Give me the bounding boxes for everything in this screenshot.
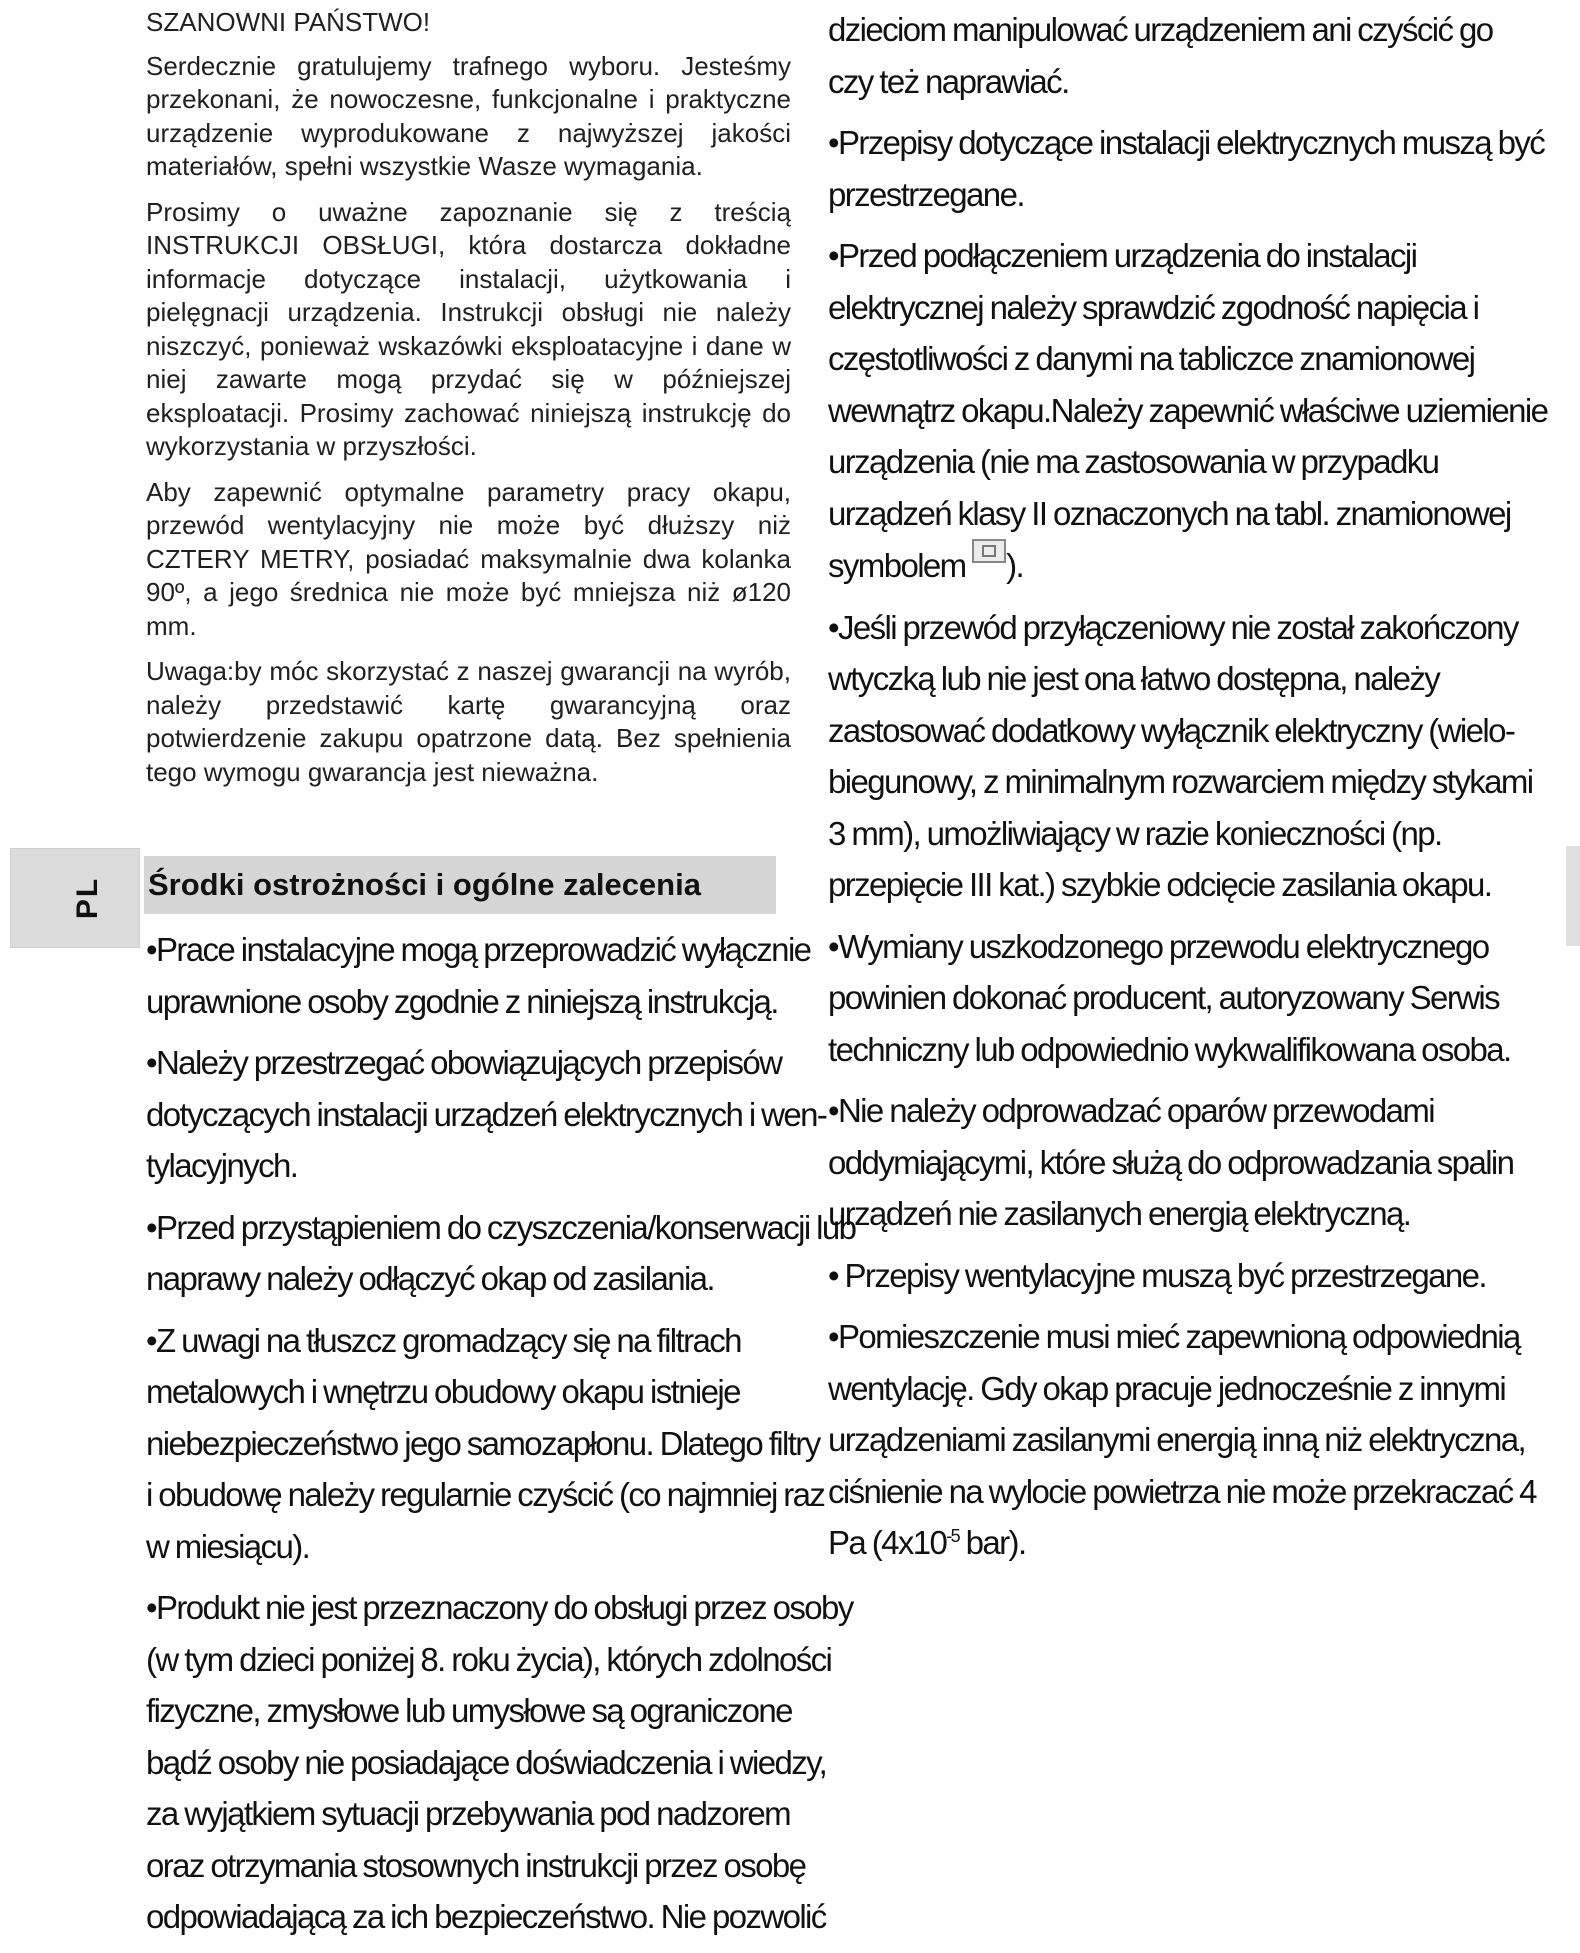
intro-paragraph: Aby zapewnić optymalne parametry pracy okapu, przewód wentylacyjny nie może być dłuższy niż CZTERY METRY, posiadać maksymalnie dwa kolanka 90º, a jego średnica nie może być mniejsza niż ø120 mm. — [146, 476, 791, 641]
class-ii-symbol-icon — [972, 539, 1006, 563]
bullet-item: •Wymiany uszkodzonego przewodu elektrycznego powinien dokonać producent, autoryzowany Serwis techniczny lub odpowiednio wykwalifikowana osoba. — [828, 927, 1511, 1068]
bullet-item: •Jeśli przewód przyłączeniowy nie został zakończony wtyczką lub nie jest ona łatwo dostępna, należy zastosować dodatkowy wyłącznik elektryczny (wielo- biegunowy, z minimalnym rozwarciem między stykami 3 mm), umożliwiający w razie konieczności (np. przepięcie III kat.) szybkie odcięcie zasilania okapu. — [828, 608, 1533, 903]
intro-paragraph: Uwaga:by móc skorzystać z naszej gwarancji na wyrób, należy przedstawić kartę gwarancyjną oraz potwierdzenie zakupu opatrzone datą. Bez spełnienia tego wymogu gwarancja jest nieważna. — [146, 656, 791, 787]
bullet-item: • Przepisy wentylacyjne muszą być przestrzegane. — [828, 1256, 1486, 1294]
symbol-text: symbolem — [828, 547, 966, 584]
bullet-item: •Prace instalacyjne mogą przeprowadzić wyłącznie uprawnione osoby zgodnie z niniejszą instrukcją. — [146, 931, 811, 1020]
bullet-item: •Przed przystąpieniem do czyszczenia/konserwacji lub naprawy należy odłączyć okap od zasilania. — [146, 1208, 856, 1297]
section-heading: Środki ostrożności i ogólne zalecenia — [144, 856, 776, 914]
bullet-item: •Z uwagi na tłuszcz gromadzący się na filtrach metalowych i wnętrzu obudowy okapu istnieje niebezpieczeństwo jego samozapłonu. Dlatego filtry i obudowę należy regularnie czyścić (co najmniej raz w miesiącu). — [146, 1321, 825, 1565]
page-edge-tab — [1566, 846, 1580, 946]
bullet-item: •Nie należy odprowadzać oparów przewodami oddymiającymi, które służą do odprowadzania spalin urządzeń nie zasilanych energią elektryczną. — [828, 1092, 1514, 1232]
symbol-text-end: ). — [1006, 547, 1024, 584]
left-bullets — [146, 924, 856, 1953]
bullet-item: •Przepisy dotyczące instalacji elektrycznych muszą być przestrzegane. — [828, 124, 1545, 213]
bullet-continuation: dzieciom manipulować urządzeniem ani czyścić go czy też naprawiać. — [828, 11, 1493, 100]
bullet-item: •Przed podłączeniem urządzenia do instalacji elektrycznej należy sprawdzić zgodność napięcia i częstotliwości z danymi na tabliczce znamionowej wewnątrz okapu.Należy zapewnić właściwe uziemienie urządzenia (nie ma zastosowania w przypadku urządzeń klasy II oznaczonych na tabl. znamionowej symbolem ). — [828, 237, 1548, 584]
left-column — [146, 0, 791, 801]
right-column — [828, 4, 1548, 1579]
intro-paragraph: Serdecznie gratulujemy trafnego wyboru. Jesteśmy przekonani, że nowoczesne, funkcjonalne i praktyczne urządzenie wyprodukowane z najwyższej jakości materiałów, spełni wszystkie Wasze wymagania. — [146, 50, 791, 181]
intro — [146, 6, 791, 789]
intro-paragraph: Prosimy o uważne zapoznanie się z treścią INSTRUKCJI OBSŁUGI, która dostarcza dokładne informacje dotyczące instalacji, użytkowania i pielęgnacji urządzenia. Instrukcji obsługi nie należy niszczyć, ponieważ wskazówki eksploatacyjne i dane w niej zawarte mogą przydać się w późniejszej eksploatacji. Prosimy zachować niniejszą instrukcję do wykorzystania w przyszłości. — [146, 196, 791, 461]
language-label: PL — [71, 876, 104, 920]
bullet-item: •Należy przestrzegać obowiązujących przepisów dotyczących instalacji urządzeń elektrycznych i wen- tylacyjnych. — [146, 1044, 827, 1184]
bullet-item: •Produkt nie jest przeznaczony do obsługi przez osoby (w tym dzieci poniżej 8. roku życia), których zdolności fizyczne, zmysłowe lub umysłowe są ograniczone bądź osoby nie posiadające doświadczenia i wiedzy, za wyjątkiem sytuacji przebywania pod nadzorem oraz otrzymania stosownych instrukcji przez osobę odpowiadającą za ich bezpieczeństwo. Nie pozwolić — [146, 1589, 853, 1935]
intro-greeting: SZANOWNI PAŃSTWO! — [146, 7, 431, 37]
bullet-item: •Pomieszczenie musi mieć zapewnioną odpowiednią wentylację. Gdy okap pracuje jednocześnie z innymi urządzeniami zasilanymi energią inną niż elektryczna, ciśnienie na wylocie powietrza nie może przekraczać 4 Pa ($4x10^{-5}$ bar). — [828, 1318, 1536, 1561]
